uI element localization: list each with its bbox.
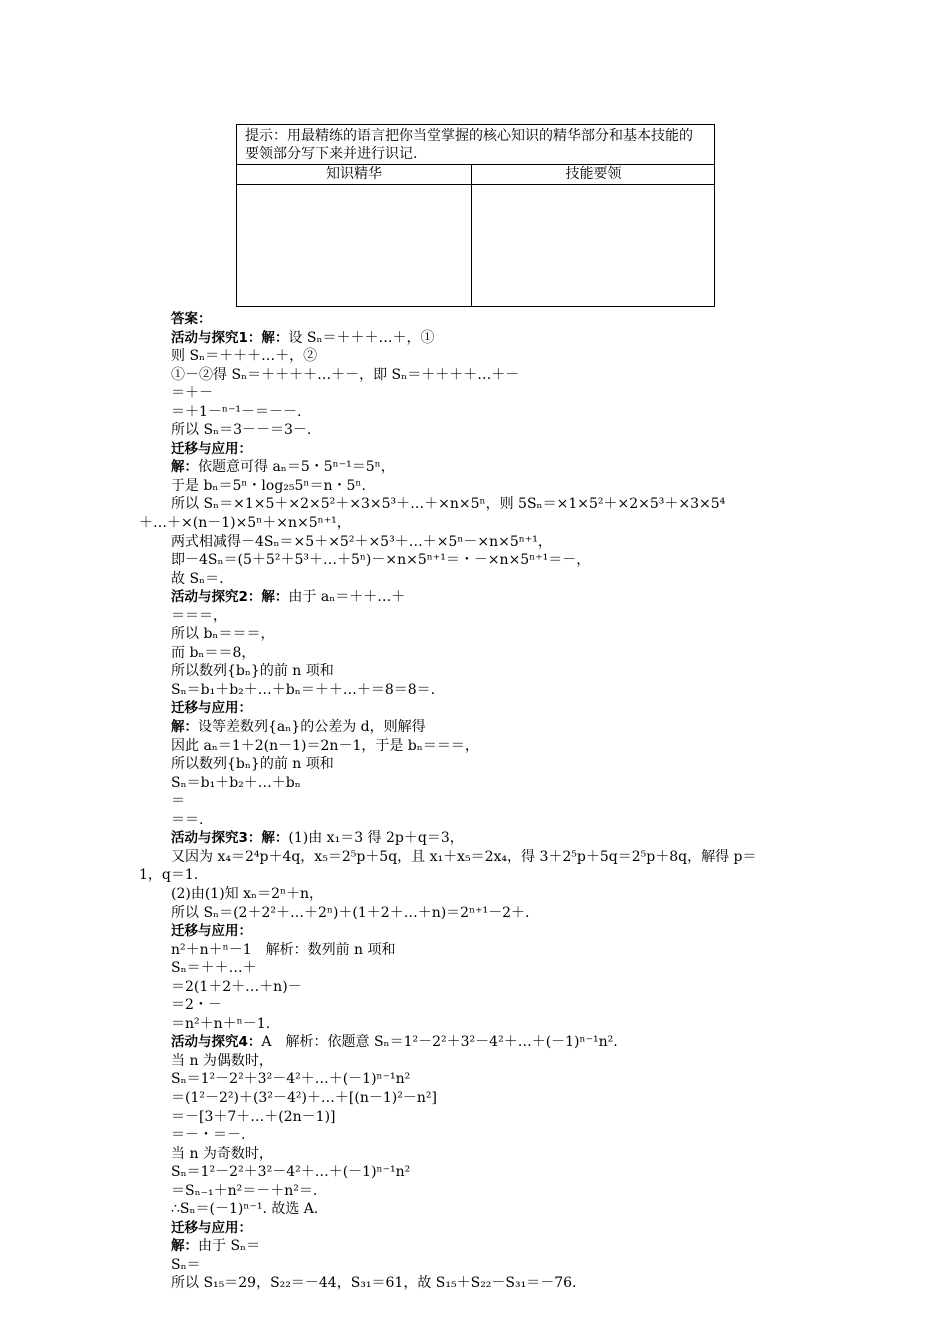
answer-label: 解： (171, 719, 198, 736)
answer-line (171, 978, 816, 997)
answer-line (171, 792, 816, 811)
answer-text: 故 Sₙ＝. (171, 570, 224, 587)
answer-label: 答案： (171, 311, 212, 327)
answer-text: ＝－・＝－. (171, 1127, 246, 1144)
answer-text: 则 Sₙ＝＋＋＋…＋，② (171, 348, 318, 365)
answer-line (171, 1033, 816, 1052)
answer-label: 解： (171, 459, 198, 476)
answer-line (171, 1256, 816, 1275)
answer-line (171, 959, 816, 978)
answer-line (171, 774, 816, 793)
answer-line (171, 551, 816, 570)
answer-text: ＝＝. (171, 811, 204, 828)
answer-line (171, 1070, 816, 1089)
answer-text: 所以 Sₙ＝×1×5＋×2×5²＋×3×5³＋…＋×n×5ⁿ，则 5Sₙ＝×1×5²＋×2×5³＋×3×5⁴ (171, 496, 726, 513)
answer-text: 当 n 为奇数时， (171, 1145, 273, 1162)
answer-label: 活动与探究3：解： (171, 830, 289, 847)
answer-line (171, 922, 816, 941)
answer-line (171, 1163, 816, 1182)
answer-label: 活动与探究4： (171, 1034, 262, 1051)
answer-line (171, 1052, 816, 1071)
answer-text: (2)由(1)知 xₙ＝2ⁿ＋n， (171, 885, 324, 902)
answer-line (171, 1089, 816, 1108)
answer-label: 迁移与应用： (171, 700, 252, 717)
answer-line (171, 885, 816, 904)
answer-text: ＝－[3＋7＋…＋(2n－1)] (171, 1108, 336, 1125)
answer-label: 解： (171, 1238, 198, 1255)
answer-text: ＝Sₙ₋₁＋n²＝－＋n²＝. (171, 1182, 318, 1199)
answer-text: 由于 Sₙ＝ (198, 1238, 261, 1255)
answer-line (171, 403, 816, 422)
answer-line (171, 329, 816, 348)
answer-text: ∴Sₙ＝(－1)ⁿ⁻¹. 故选 A. (171, 1201, 319, 1218)
answer-line (171, 310, 816, 329)
answer-text: Sₙ＝b₁＋b₂＋…＋bₙ＝＋＋…＋＝8＝8＝. (171, 681, 436, 698)
answer-text: 于是 bₙ＝5ⁿ・log₂₅5ⁿ＝n・5ⁿ. (171, 477, 366, 494)
answer-text: 设 Sₙ＝＋＋＋…＋，① (288, 329, 435, 346)
answer-text: Sₙ＝＋＋…＋ (171, 960, 257, 977)
answer-label: 活动与探究1：解： (171, 329, 289, 346)
notes-header-row (237, 165, 714, 185)
notes-col-knowledge: 知识精华 (237, 165, 472, 184)
answer-line (171, 588, 816, 607)
answer-text: n²＋n＋ⁿ－1 解析：数列前 n 项和 (171, 941, 396, 958)
answer-line (171, 1274, 816, 1293)
answer-text: 由于 aₙ＝＋＋…＋ (288, 589, 406, 606)
answer-text: A 解析：依题意 Sₙ＝1²－2²＋3²－4²＋…＋(－1)ⁿ⁻¹n². (261, 1034, 618, 1051)
answer-line (171, 904, 816, 923)
answer-text: ＝2・－ (171, 997, 222, 1014)
answer-text: 所以 S₁₅＝29，S₂₂＝－44，S₃₁＝61，故 S₁₅＋S₂₂－S₃₁＝－76. (171, 1275, 577, 1292)
notes-blank-skills (472, 185, 714, 306)
answer-text: ＝＋1－ⁿ⁻¹－＝－－. (171, 403, 302, 420)
answer-text: 设等差数列{aₙ}的公差为 d，则解得 (198, 719, 426, 736)
answer-line (171, 458, 816, 477)
answer-text: 所以 Sₙ＝(2＋2²＋…＋2ⁿ)＋(1＋2＋…＋n)＝2ⁿ⁺¹－2＋. (171, 904, 530, 921)
answer-label: 迁移与应用： (171, 923, 252, 940)
answer-text: 而 bₙ＝＝8， (171, 644, 256, 661)
answer-line (171, 829, 816, 848)
answer-line (171, 607, 816, 626)
answer-line (171, 755, 816, 774)
answer-label: 活动与探究2：解： (171, 589, 289, 606)
answer-text: 当 n 为偶数时， (171, 1052, 273, 1069)
answer-text: 所以数列{bₙ}的前 n 项和 (171, 663, 334, 680)
answer-text: 所以 Sₙ＝3－－＝3－. (171, 422, 312, 439)
answer-line (171, 533, 816, 552)
answer-text: 依题意可得 aₙ＝5・5ⁿ⁻¹＝5ⁿ， (198, 459, 395, 476)
answer-line (171, 570, 816, 589)
answer-text: 即－4Sₙ＝(5＋5²＋5³＋…＋5ⁿ)－×n×5ⁿ⁺¹＝・－×n×5ⁿ⁺¹＝－， (171, 552, 591, 569)
notes-blank-row (237, 185, 714, 306)
answer-text: Sₙ＝b₁＋b₂＋…＋bₙ (171, 774, 301, 791)
answer-text: Sₙ＝1²－2²＋3²－4²＋…＋(－1)ⁿ⁻¹n² (171, 1164, 411, 1181)
notes-blank-knowledge (237, 185, 472, 306)
answer-line (171, 681, 816, 700)
answer-line (171, 1145, 816, 1164)
answer-text: (1)由 x₁＝3 得 2p＋q＝3， (288, 830, 464, 847)
answer-line (171, 1219, 816, 1238)
answer-line (171, 1182, 816, 1201)
answer-line (171, 1200, 816, 1219)
answer-line (171, 699, 816, 718)
answer-text: 两式相减得－4Sₙ＝×5＋×5²＋×5³＋…＋×5ⁿ－×n×5ⁿ⁺¹， (171, 533, 552, 550)
answer-line (171, 1108, 816, 1127)
notes-hint: 提示：用最精练的语言把你当堂掌握的核心知识的精华部分和基本技能的要领部分写下来并进行识记. (237, 125, 714, 165)
answer-section (139, 310, 816, 1293)
answer-text: ＝n²＋n＋ⁿ－1. (171, 1015, 271, 1032)
answer-line (171, 421, 816, 440)
notes-table (236, 124, 715, 307)
answer-text: ＝2(1＋2＋…＋n)－ (171, 978, 302, 995)
answer-text: 所以 bₙ＝＝＝， (171, 626, 275, 643)
answer-text: ＝ (171, 793, 185, 810)
answer-line (139, 514, 816, 533)
answer-text: 1，q＝1. (139, 867, 199, 884)
answer-line (171, 1237, 816, 1256)
answer-label: 迁移与应用： (171, 440, 252, 457)
answer-line (171, 384, 816, 403)
answer-line (171, 366, 816, 385)
answer-text: ＝＝＝， (171, 607, 227, 624)
answer-text: 因此 aₙ＝1＋2(n－1)＝2n－1，于是 bₙ＝＝＝， (171, 737, 479, 754)
answer-line (171, 848, 816, 867)
answer-line (171, 941, 816, 960)
answer-label: 迁移与应用： (171, 1219, 252, 1236)
answer-text: ①－②得 Sₙ＝＋＋＋＋…＋－，即 Sₙ＝＋＋＋＋…＋－ (171, 366, 520, 383)
answer-text: 又因为 x₄＝2⁴p＋4q，x₅＝2⁵p＋5q，且 x₁＋x₅＝2x₄，得 3＋2⁵p＋5q＝2⁵p＋8q，解得 p＝ (171, 848, 757, 865)
answer-text: Sₙ＝1²－2²＋3²－4²＋…＋(－1)ⁿ⁻¹n² (171, 1071, 411, 1088)
answer-line (171, 644, 816, 663)
answer-text: ＝(1²－2²)＋(3²－4²)＋…＋[(n－1)²－n²] (171, 1089, 437, 1106)
answer-line (171, 495, 816, 514)
answer-line (171, 737, 816, 756)
answer-line (171, 347, 816, 366)
answer-text: Sₙ＝ (171, 1256, 201, 1273)
answer-line (171, 1126, 816, 1145)
answer-line (171, 477, 816, 496)
answer-line (139, 866, 816, 885)
answer-line (171, 718, 816, 737)
answer-line (171, 996, 816, 1015)
answer-line (171, 662, 816, 681)
answer-line (171, 811, 816, 830)
answer-line (171, 625, 816, 644)
answer-text: 所以数列{bₙ}的前 n 项和 (171, 756, 334, 773)
answer-text: ＝＋－ (171, 385, 213, 402)
notes-col-skills: 技能要领 (565, 166, 622, 182)
answer-line (171, 1015, 816, 1034)
answer-text: ＋…＋×(n－1)×5ⁿ＋×n×5ⁿ⁺¹， (139, 515, 351, 532)
answer-line (171, 440, 816, 459)
